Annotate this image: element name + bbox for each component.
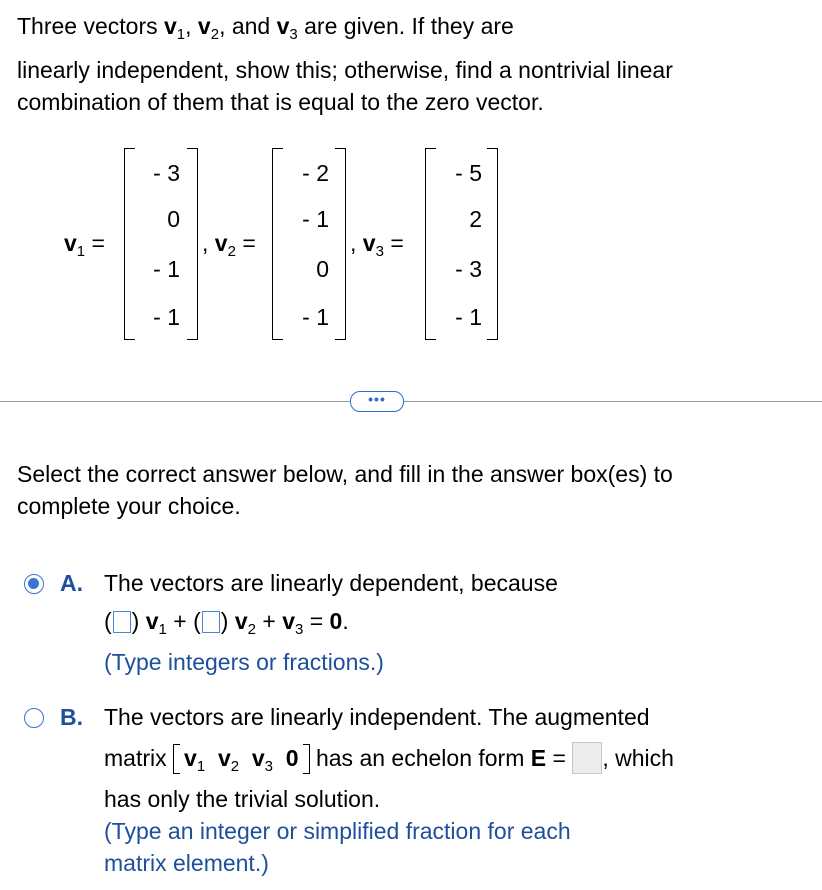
v1-entry: - 1 [153,256,180,282]
instruction-line-1: Select the correct answer below, and fill in the answer box(es) to [17,461,673,487]
question-line-2: linearly independent, show this; otherwise, find a nontrivial linear [17,57,673,83]
option-a-text: The vectors are linearly dependent, because [104,570,558,596]
v3-label: , $v_3$ = [350,230,404,260]
v3-entry: - 1 [455,304,482,330]
v1-entry: 0 [167,206,180,232]
v2-entry: 0 [316,256,329,282]
question-line-3: combination of them that is equal to the zero vector. [17,89,544,115]
v2-entry: - 1 [302,304,329,330]
v3-right-bracket [487,148,498,340]
aug-right-bracket [303,744,310,774]
v2-entry: - 2 [302,160,329,186]
option-b-line-3: has only the trivial solution. [104,786,381,812]
question-line-1: Three vectors $v_1$, $v_2$, and $v_3$ are given. If they are [17,13,514,43]
v1-entry: - 1 [153,304,180,330]
aug-left-bracket [173,744,180,774]
instruction-line-2: complete your choice. [17,493,241,519]
option-a-radio[interactable] [24,574,44,594]
option-b-hint-1: (Type an integer or simplified fraction for each [104,818,571,844]
coef-v2-input[interactable] [202,611,220,633]
coef-v1-input[interactable] [113,611,131,633]
v2-right-bracket [335,148,346,340]
option-a-hint: (Type integers or fractions.) [104,649,384,675]
option-a-equation: ( ) $v_1$ + ( ) $v_2 + v_3 = 0$. [104,608,349,638]
option-b-text: The vectors are linearly independent. The augmented [104,704,650,730]
option-a-letter: A. [60,570,83,596]
v2-entry: - 1 [302,206,329,232]
option-b-radio[interactable] [24,708,44,728]
v1-right-bracket [187,148,198,340]
v2-label: , $v_2$ = [202,230,256,260]
option-b-matrix-line: matrix $v_1$ $v_2$ $v_3$ 0 has an echelon form E = , which [104,742,674,775]
more-button[interactable]: ••• [350,391,404,412]
section-divider [0,401,822,402]
v3-entry: - 5 [455,160,482,186]
option-b-hint-2: matrix element.) [104,850,269,876]
option-b-letter: B. [60,704,83,730]
v3-entry: 2 [469,206,482,232]
v1-entry: - 3 [153,160,180,186]
echelon-matrix-input[interactable] [572,742,602,774]
v1-label: $v_1$ = [64,230,105,260]
v3-entry: - 3 [455,256,482,282]
